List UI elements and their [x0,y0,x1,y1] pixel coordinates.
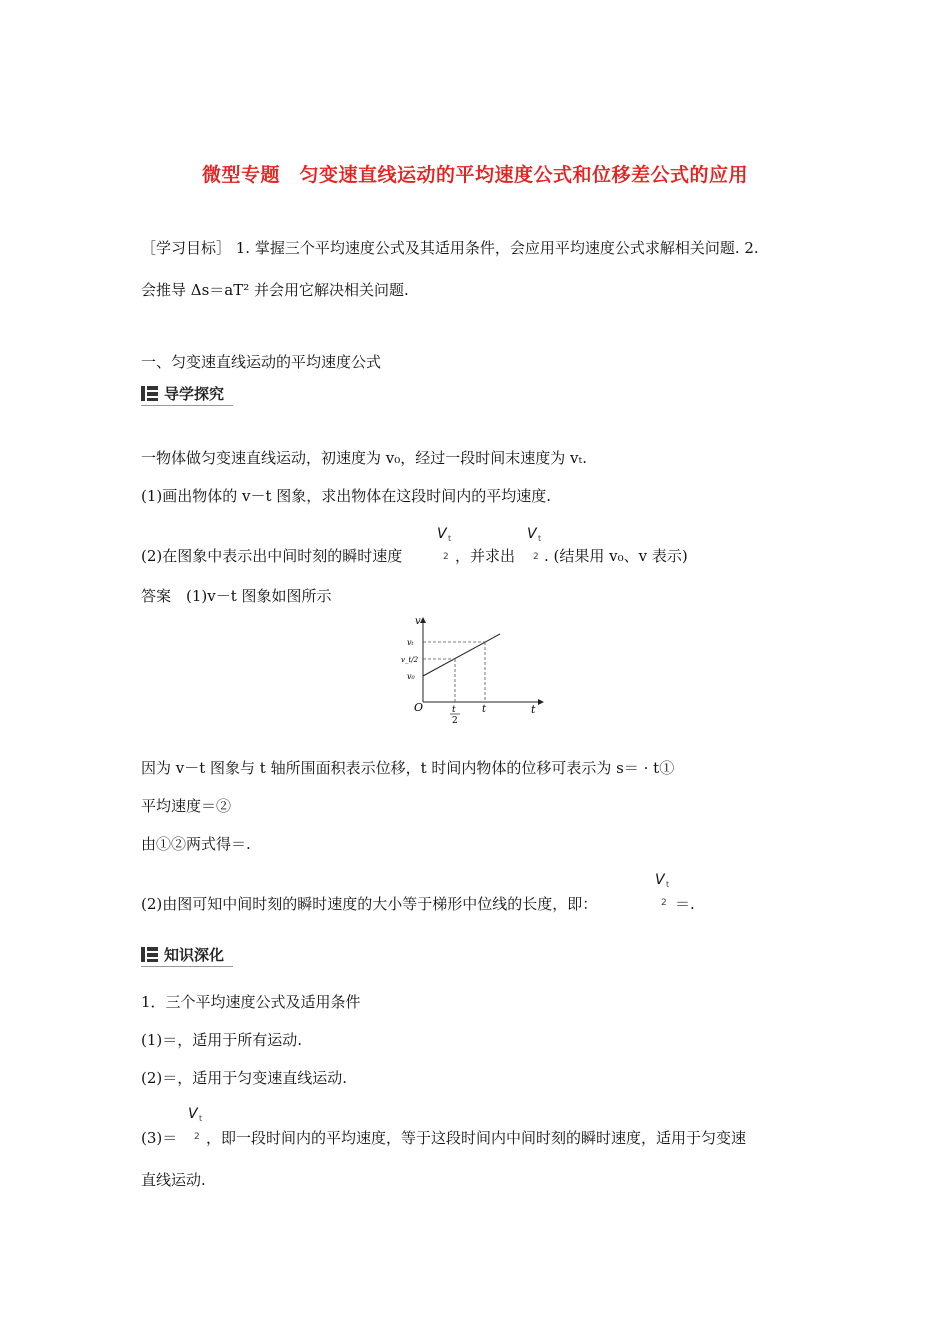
section-bars-icon [141,385,158,402]
part-1-heading: 一、匀变速直线运动的平均速度公式 [141,353,382,371]
x-label-t: t [482,704,487,715]
learning-objectives-line-1: ［学习目标］ 1. 掌握三个平均速度公式及其适用条件，会应用平均速度公式求解相关问题. 2. [141,239,759,257]
section-underline-knowledge [141,966,233,967]
y-label-vt: vₜ [407,638,414,647]
answer-line-4-part-a: (2)由图可知中间时刻的瞬时速度的大小等于梯形中位线的长度，即： [141,895,598,913]
section-header-knowledge [141,943,224,965]
question-2-part-c: . (结果用 v₀、v 表示) [544,547,688,565]
problem-intro: 一物体做匀变速直线运动，初速度为 v₀，经过一段时间末速度为 vₜ. [141,449,587,467]
answer-line-2: 平均速度＝② [141,797,232,815]
x-label-half-den: 2 [452,716,458,726]
formula-2: (2)＝，适用于匀变速直线运动. [141,1069,348,1087]
answer-line-1: 因为 v－t 图象与 t 轴所围面积表示位移，t 时间内物体的位移可表示为 s＝ · t① [141,759,675,777]
page-title: 微型专题 匀变速直线运动的平均速度公式和位移差公式的应用 [201,164,748,186]
question-2-part-a: (2)在图象中表示出中间时刻的瞬时速度 [141,547,403,565]
origin-label: O [414,701,424,714]
section-label-knowledge: 知识深化 [164,945,225,964]
question-2-part-b: ，并求出 [455,547,516,565]
axis-label-t: t [531,703,536,716]
learning-objectives-line-2: 会推导 Δs＝aT² 并会用它解决相关问题. [141,281,409,299]
formula-3-part-a: (3)＝ [141,1129,178,1147]
knowledge-item-1: 1．三个平均速度公式及适用条件 [141,993,361,1011]
velocity-line [423,634,500,676]
section-header-guide [141,382,224,404]
formula-1: (1)＝，适用于所有运动. [141,1031,303,1049]
formula-3-part-b: ，即一段时间内的平均速度，等于这段时间内中间时刻的瞬时速度，适用于匀变速 [206,1129,747,1147]
answer-label: 答案 (1)v－t 图象如图所示 [141,587,332,605]
section-bars-icon [141,946,158,963]
question-1: (1)画出物体的 v－t 图象，求出物体在这段时间内的平均速度. [141,487,552,505]
axis-label-v: v [415,616,421,627]
answer-line-4-part-b: ＝. [675,895,695,913]
formula-3-part-c: 直线运动. [141,1171,206,1189]
x-label-half-num: t [452,705,456,715]
section-underline-guide [141,405,233,406]
y-label-vhalf: v_t/2 [401,656,419,664]
vt-graph [395,612,555,727]
y-label-v0: v₀ [407,672,415,681]
answer-line-3: 由①②两式得＝. [141,835,251,853]
section-label-guide: 导学探究 [164,384,225,403]
